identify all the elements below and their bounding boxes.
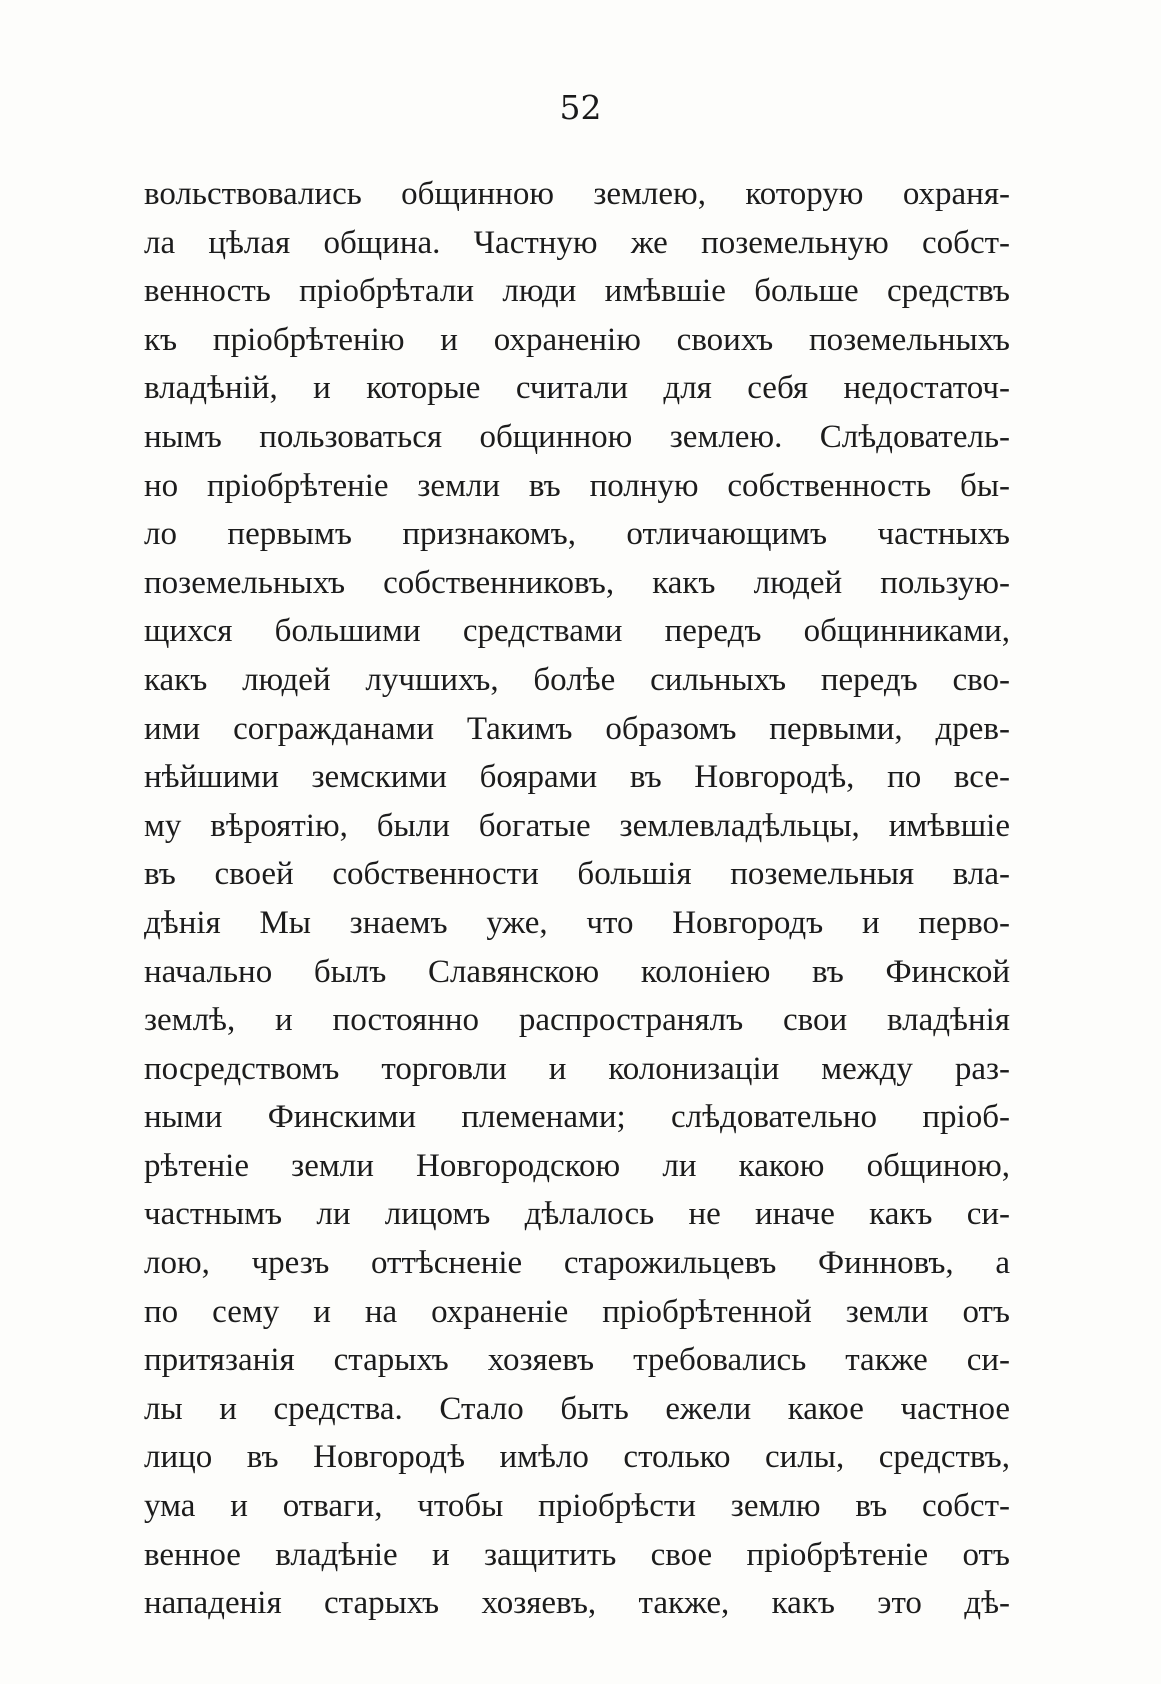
text-line: нападенія старыхъ хозяевъ, также, какъ это дѣ- — [144, 1585, 1010, 1622]
text-line: но пріобрѣтеніе земли въ полную собственность бы- — [144, 467, 1010, 504]
text-line: къ пріобрѣтенію и охраненію своихъ поземельныхъ — [144, 321, 1010, 358]
text-line: начально былъ Славянскою колоніею въ Финской — [144, 953, 1010, 990]
text-line: лою, чрезъ оттѣсненіе старожильцевъ Финновъ, а — [144, 1245, 1010, 1282]
text-line: венность пріобрѣтали люди имѣвшіе больше средствъ — [144, 273, 1010, 310]
text-line: частнымъ ли лицомъ дѣлалось не иначе какъ си- — [144, 1196, 1010, 1233]
text-line: владѣній, и которые считали для себя недостаточ- — [144, 370, 1010, 407]
text-line: притязанія старыхъ хозяевъ требовались также си- — [144, 1342, 1010, 1379]
text-line: поземельныхъ собственниковъ, какъ людей пользую- — [144, 564, 1010, 601]
text-line: ло первымъ признакомъ, отличающимъ частныхъ — [144, 516, 1010, 553]
text-line: по сему и на охраненіе пріобрѣтенной земли отъ — [144, 1293, 1010, 1330]
text-line: ими согражданами Такимъ образомъ первыми, древ- — [144, 710, 1010, 747]
text-line: лы и средства. Стало быть ежели какое частное — [144, 1390, 1010, 1427]
text-line: землѣ, и постоянно распространялъ свои владѣнія — [144, 1002, 1010, 1039]
text-line: посредствомъ торговли и колонизаціи между раз- — [144, 1050, 1010, 1087]
text-line: въ своей собственности большія поземельныя вла- — [144, 856, 1010, 893]
text-line: ума и отваги, чтобы пріобрѣсти землю въ собст- — [144, 1488, 1010, 1525]
text-line: щихся большими средствами передъ общинниками, — [144, 613, 1010, 650]
text-line: ными Финскими племенами; слѣдовательно пріоб- — [144, 1099, 1010, 1136]
text-line: ла цѣлая община. Частную же поземельную собст- — [144, 224, 1010, 261]
text-line: лицо въ Новгородѣ имѣло столько силы, средствъ, — [144, 1439, 1010, 1476]
text-line: рѣтеніе земли Новгородскою ли какою общиною, — [144, 1147, 1010, 1184]
text-line: какъ людей лучшихъ, болѣе сильныхъ передъ сво- — [144, 661, 1010, 698]
page-number: 52 — [559, 88, 602, 127]
text-line: венное владѣніе и защитить свое пріобрѣтеніе отъ — [144, 1536, 1010, 1573]
body-text — [144, 170, 1010, 1628]
text-line: нѣйшими земскими боярами въ Новгородѣ, по все- — [144, 759, 1010, 796]
text-line: му вѣроятію, были богатые землевладѣльцы, имѣвшіе — [144, 807, 1010, 844]
text-line: вольствовались общинною землею, которую охраня- — [144, 176, 1010, 212]
text-line: нымъ пользоваться общинною землею. Слѣдователь- — [144, 418, 1010, 455]
text-line: дѣнія Мы знаемъ уже, что Новгородъ и перво- — [144, 904, 1010, 941]
